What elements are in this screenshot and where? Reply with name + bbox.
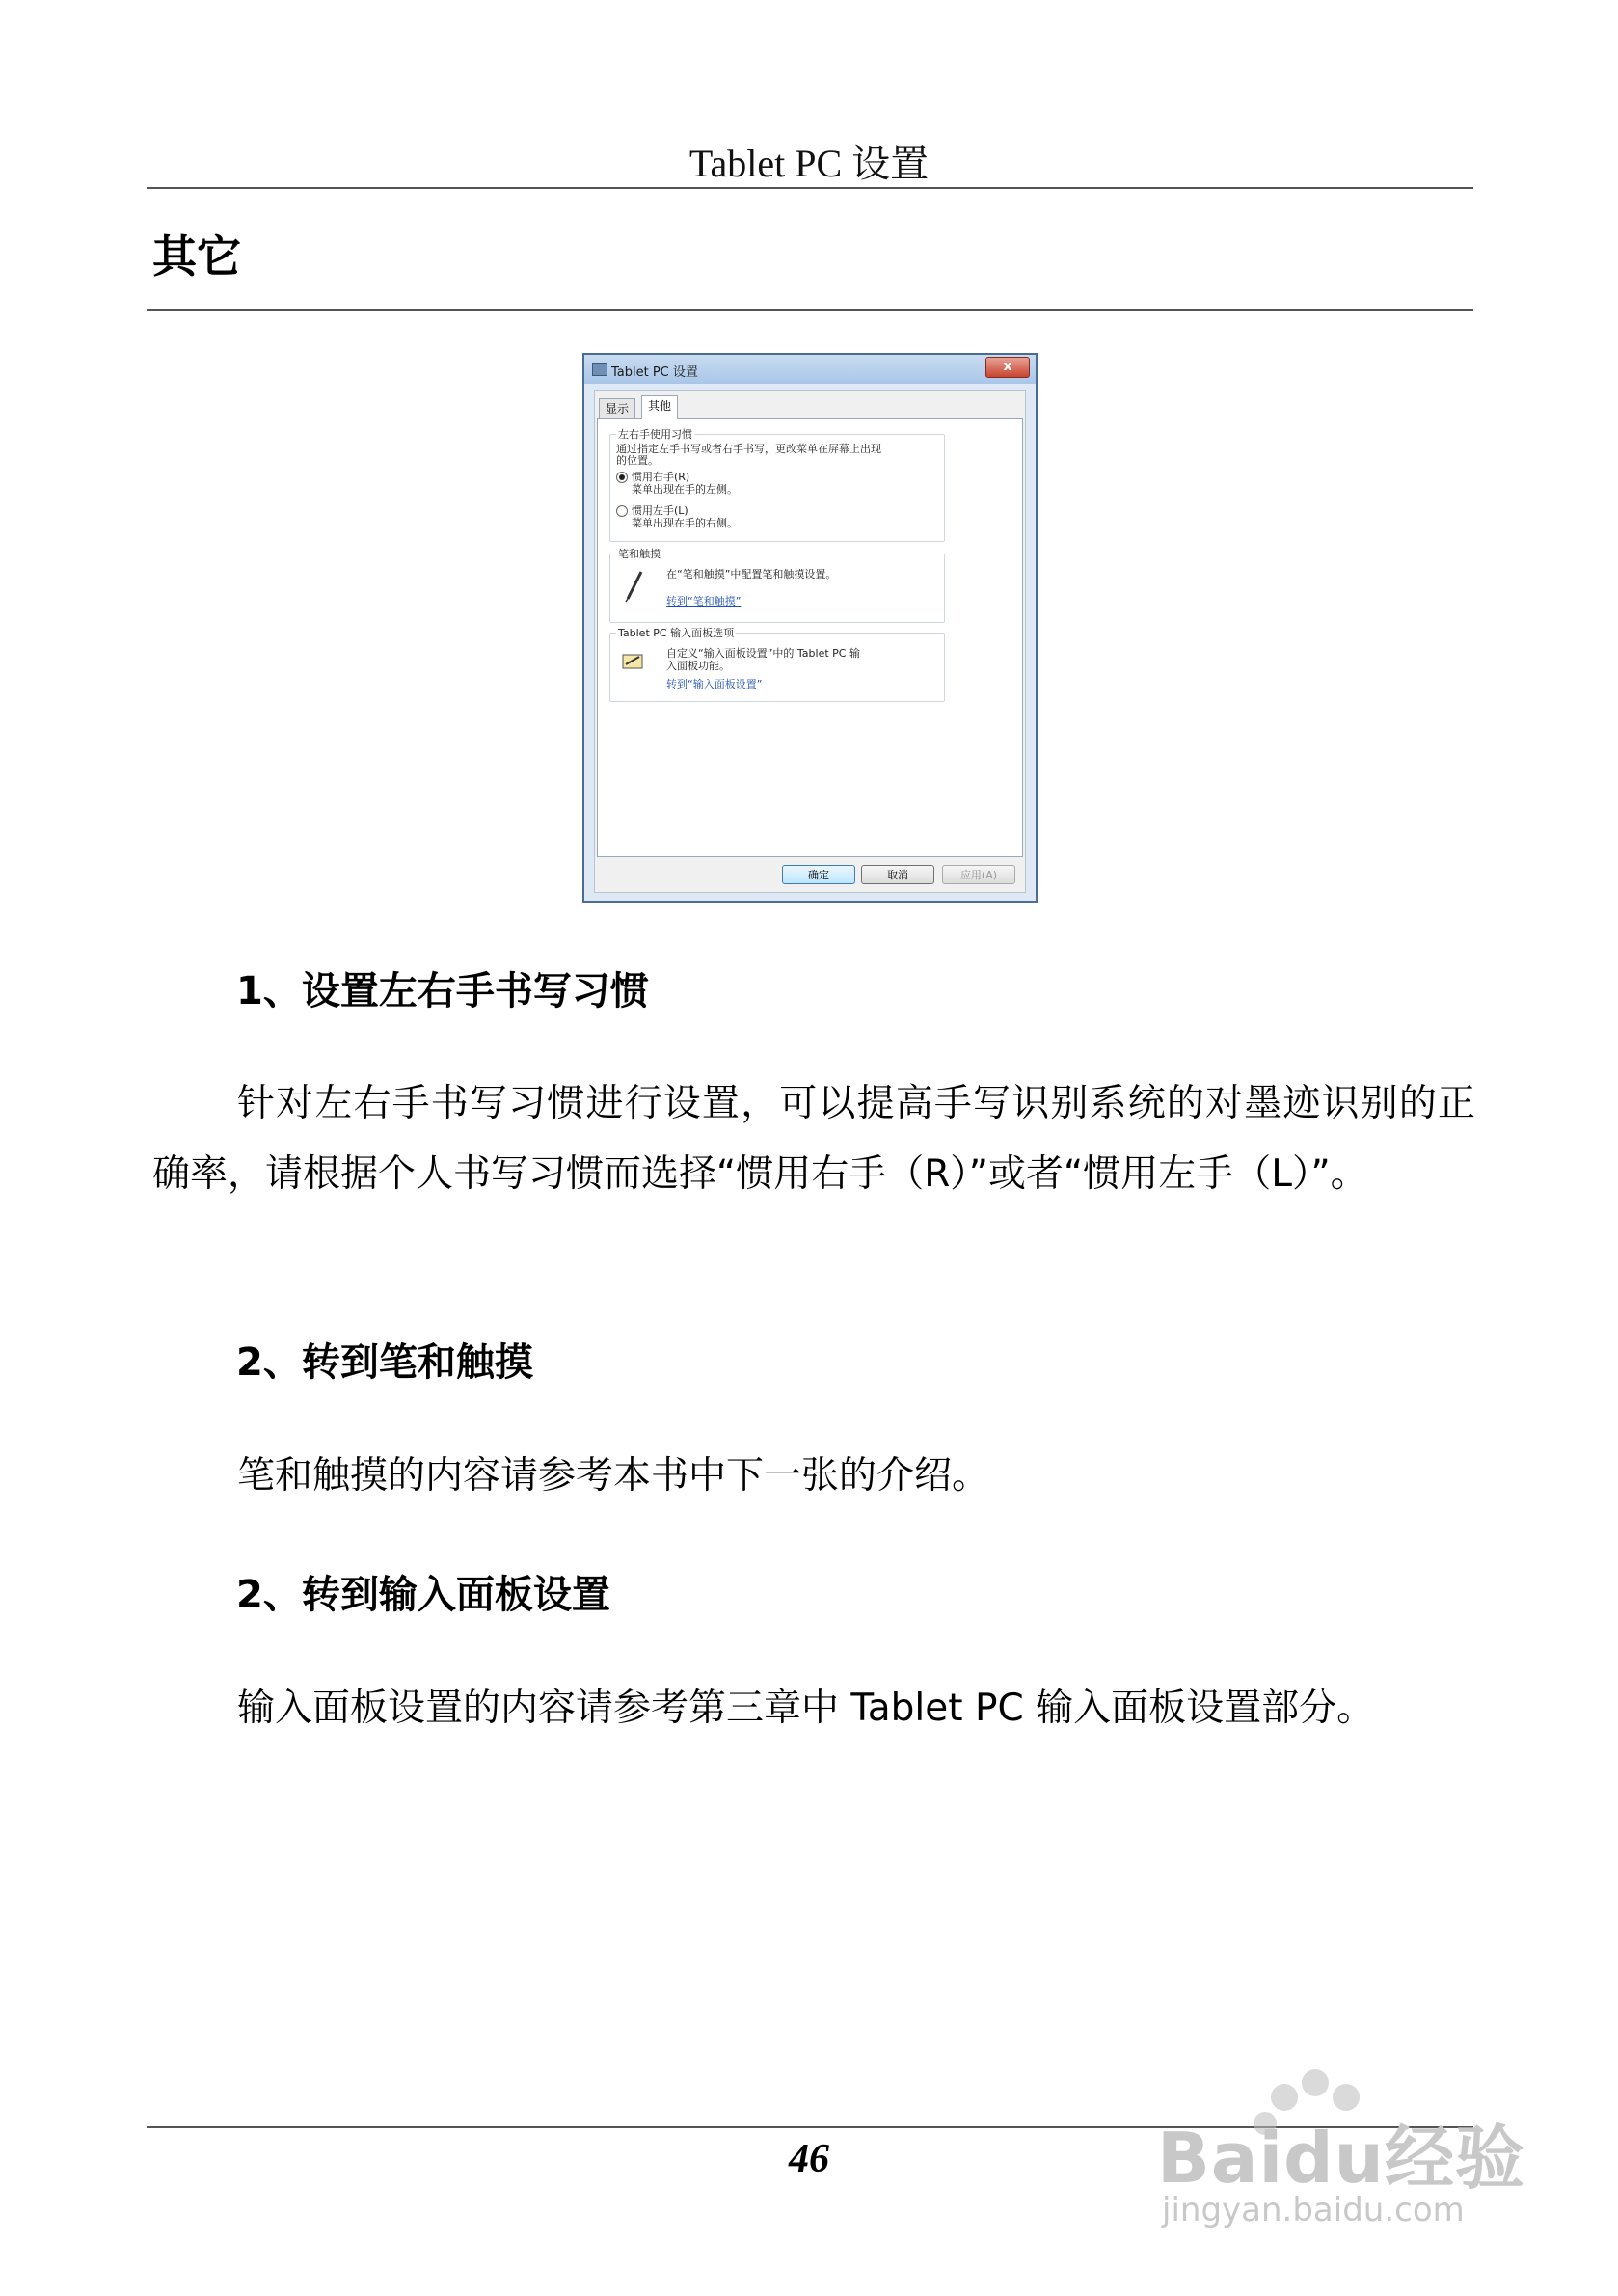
heading-pen-touch: 2、转到笔和触摸 bbox=[236, 1340, 533, 1385]
pen-touch-description: 在“笔和触摸”中配置笔和触摸设置。 bbox=[666, 568, 837, 581]
header-title: Tablet PC 设置 bbox=[688, 142, 930, 185]
input-panel-group-label: Tablet PC 输入面板选项 bbox=[618, 627, 735, 639]
dialog-titlebar bbox=[584, 355, 1036, 384]
paragraph-pen-touch: 笔和触摸的内容请参考本书中下一张的介绍。 bbox=[237, 1454, 990, 1498]
pen-icon bbox=[622, 570, 647, 603]
watermark-brand: Baidu经验 bbox=[1157, 2118, 1525, 2199]
header-rule bbox=[147, 187, 1473, 189]
close-button[interactable]: x bbox=[985, 357, 1030, 378]
ok-button[interactable]: 确定 bbox=[782, 865, 855, 884]
left-hand-radio[interactable] bbox=[616, 505, 628, 517]
handedness-group-label: 左右手使用习惯 bbox=[618, 428, 692, 441]
paragraph-handedness: 针对左右手书写习惯进行设置，可以提高手写识别系统的对墨迹识别的正确率，请根据个人书写习惯而选择“惯用右手（R）”或者“惯用左手（L）”。 bbox=[152, 1082, 1475, 1196]
handedness-description-1: 通过指定左手书写或者右手书写，更改菜单在屏幕上出现 bbox=[616, 443, 881, 455]
section-title: 其它 bbox=[152, 230, 241, 283]
dialog-body bbox=[594, 390, 1026, 893]
page-number: 46 bbox=[789, 2137, 829, 2181]
tab-display[interactable]: 显示 bbox=[599, 398, 635, 419]
apply-button[interactable]: 应用(A) bbox=[942, 865, 1015, 884]
right-hand-radio[interactable] bbox=[616, 472, 628, 483]
left-hand-description: 菜单出现在手的右侧。 bbox=[632, 517, 738, 529]
pen-touch-group-label: 笔和触摸 bbox=[618, 548, 661, 560]
tablet-app-icon bbox=[592, 363, 607, 376]
tab-panel-other bbox=[597, 418, 1023, 857]
pen-touch-group bbox=[609, 548, 945, 623]
watermark-url: jingyan.baidu.com bbox=[1162, 2191, 1465, 2229]
right-hand-label[interactable]: 惯用右手(R) bbox=[632, 471, 690, 483]
section-rule bbox=[147, 309, 1473, 311]
input-panel-description-2: 入面板功能。 bbox=[666, 660, 730, 672]
input-panel-group bbox=[609, 627, 945, 702]
handedness-group bbox=[609, 428, 945, 542]
cancel-button[interactable]: 取消 bbox=[861, 865, 934, 884]
tablet-pc-settings-dialog bbox=[582, 353, 1038, 903]
pen-touch-link[interactable]: 转到“笔和触摸” bbox=[666, 595, 742, 608]
input-panel-description-1: 自定义“输入面板设置”中的 Tablet PC 输 bbox=[666, 647, 860, 660]
heading-input-panel: 2、转到输入面板设置 bbox=[236, 1573, 610, 1617]
dialog-title: Tablet PC 设置 bbox=[611, 365, 698, 380]
tab-other[interactable]: 其他 bbox=[641, 395, 678, 419]
left-hand-label[interactable]: 惯用左手(L) bbox=[632, 504, 688, 517]
heading-handedness: 1、设置左右手书写习惯 bbox=[236, 969, 649, 1013]
right-hand-description: 菜单出现在手的左侧。 bbox=[632, 483, 738, 496]
input-panel-icon bbox=[622, 651, 645, 670]
paragraph-input-panel: 输入面板设置的内容请参考第三章中 Tablet PC 输入面板设置部分。 bbox=[237, 1687, 1375, 1730]
handedness-description-2: 的位置。 bbox=[616, 454, 659, 467]
input-panel-link[interactable]: 转到“输入面板设置” bbox=[666, 678, 763, 690]
